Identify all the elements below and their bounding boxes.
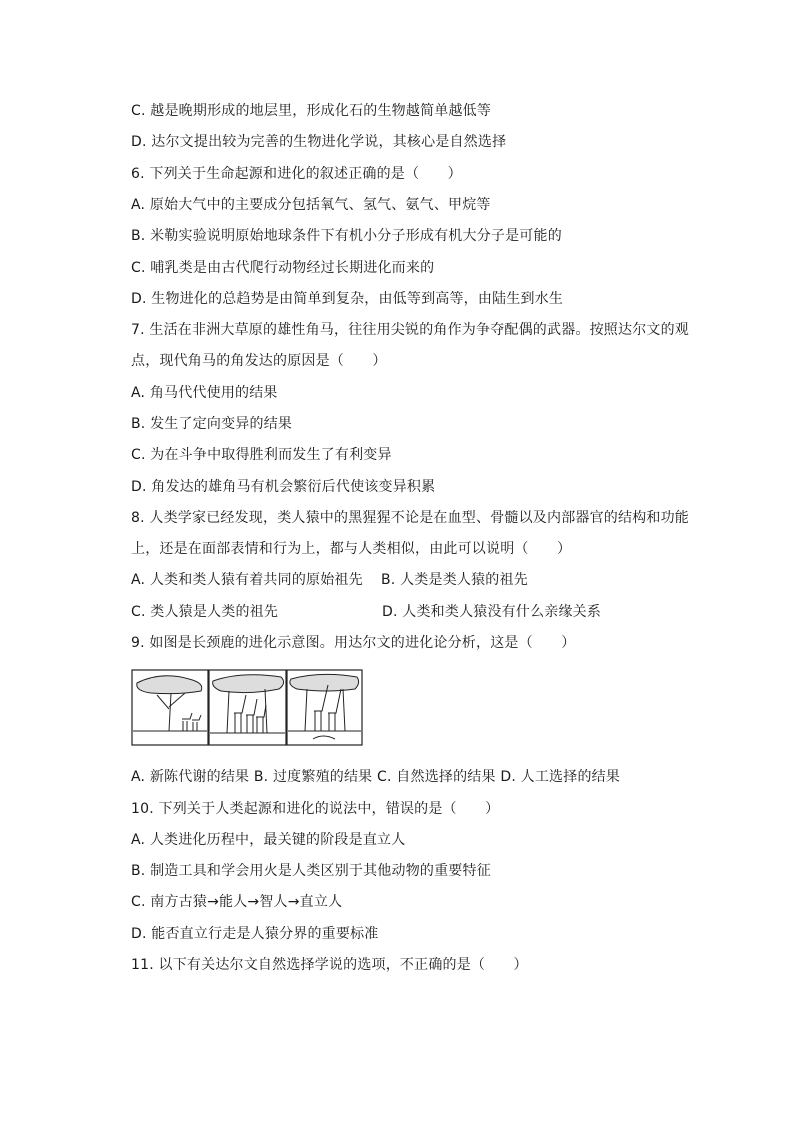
- q11-stem: 11. 以下有关达尔文自然选择学说的选项，不正确的是（ ）: [131, 957, 528, 973]
- q8-option-a: A. 人类和类人猿有着共同的原始祖先: [131, 572, 363, 588]
- q6-option-d: D. 生物进化的总趋势是由简单到复杂，由低等到高等，由陆生到水生: [131, 291, 564, 307]
- q6-stem: 6. 下列关于生命起源和进化的叙述正确的是（ ）: [131, 166, 462, 182]
- q7-option-c: C. 为在斗争中取得胜利而发生了有利变异: [131, 447, 392, 463]
- q8-option-d: D. 人类和类人猿没有什么亲缘关系: [382, 604, 602, 620]
- q6-option-c: C. 哺乳类是由古代爬行动物经过长期进化而来的: [131, 260, 435, 276]
- q6-option-b: B. 米勒实验说明原始地球条件下有机小分子形成有机大分子是可能的: [131, 228, 562, 244]
- q10-option-b: B. 制造工具和学会用火是人类区别于其他动物的重要特征: [131, 863, 491, 879]
- giraffe-evolution-figure: [131, 669, 363, 747]
- q7-stem-line2: 点，现代角马的角发达的原因是（ ）: [131, 353, 387, 369]
- q7-option-a: A. 角马代代使用的结果: [131, 385, 278, 401]
- q7-stem-line1: 7. 生活在非洲大草原的雄性角马，往往用尖锐的角作为争夺配偶的武器。按照达尔文的观: [131, 322, 690, 338]
- q5-option-d: D. 达尔文提出较为完善的生物进化学说，其核心是自然选择: [131, 134, 507, 150]
- q9-options: A. 新陈代谢的结果 B. 过度繁殖的结果 C. 自然选择的结果 D. 人工选择的结果: [131, 769, 621, 785]
- q7-option-b: B. 发生了定向变异的结果: [131, 416, 293, 432]
- q5-option-c: C. 越是晚期形成的地层里，形成化石的生物越简单越低等: [131, 103, 492, 119]
- q6-option-a: A. 原始大气中的主要成分包括氧气、氢气、氨气、甲烷等: [131, 197, 491, 213]
- q7-option-d: D. 角发达的雄角马有机会繁衍后代使该变异积累: [131, 479, 436, 495]
- q10-option-a: A. 人类进化历程中，最关键的阶段是直立人: [131, 832, 406, 848]
- q8-stem-line1: 8. 人类学家已经发现，类人猿中的黑猩猩不论是在血型、骨髓以及内部器官的结构和功能: [131, 510, 690, 526]
- q10-option-d: D. 能否直立行走是人猿分界的重要标准: [131, 926, 379, 942]
- q8-option-c: C. 类人猿是人类的祖先: [131, 604, 279, 620]
- q10-stem: 10. 下列关于人类起源和进化的说法中，错误的是（ ）: [131, 801, 500, 817]
- q8-option-b: B. 人类是类人猿的祖先: [381, 572, 528, 588]
- q9-stem: 9. 如图是长颈鹿的进化示意图。用达尔文的进化论分析，这是（ ）: [131, 635, 576, 651]
- q8-stem-line2: 上，还是在面部表情和行为上，都与人类相似，由此可以说明（ ）: [131, 541, 572, 557]
- q10-option-c: C. 南方古猿→能人→智人→直立人: [131, 894, 343, 910]
